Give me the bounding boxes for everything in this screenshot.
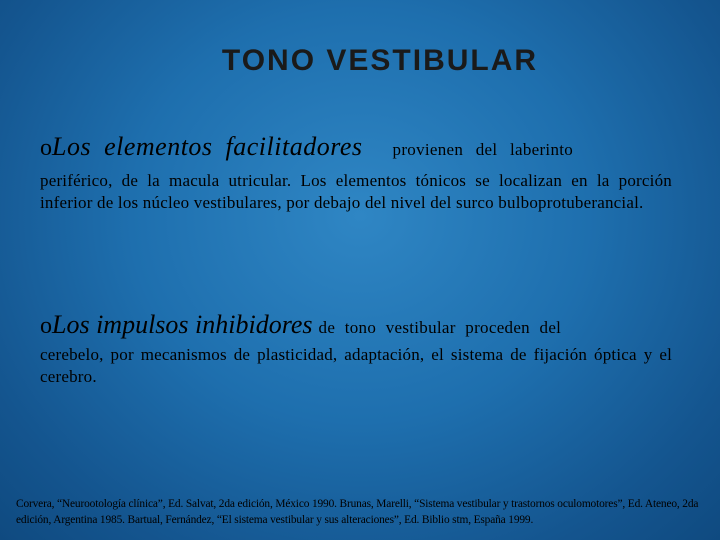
bullet-body: periférico, de la macula utricular. Los elementos tónicos se localizan en la porción inferior de los núcleo vestibulares, por debajo del nivel del surco bulboprotuberancial. xyxy=(40,171,672,212)
bullet-lead-rest: de tono vestibular proceden del xyxy=(318,318,562,337)
bullet-marker: o xyxy=(40,135,52,161)
bullet-lead-rest: provienen del laberinto xyxy=(392,140,574,159)
references: Corvera, “Neurootología clínica”, Ed. Salvat, 2da edición, México 1990. Brunas, Marelli, “Sistema vestibular y trastornos oculomotores”, Ed. Ateneo, 2da edición, Argentina 1985. Bartual, Fernández, “El sistema vestibular y sus alteraciones”, Ed. Biblio stm, España 1999. xyxy=(16,498,699,526)
bullet-lead xyxy=(40,132,672,162)
bullet-lead-italic: Los impulsos inhibidores xyxy=(52,310,313,339)
bullet-lead xyxy=(40,310,672,340)
bullet-lead-italic: Los elementos facilitadores xyxy=(52,132,363,161)
bullet-body: cerebelo, por mecanismos de plasticidad, adaptación, el sistema de fijación óptica y el cerebro. xyxy=(40,345,672,386)
bullet-facilitadores xyxy=(40,132,672,214)
bullet-marker: o xyxy=(40,313,52,339)
slide-title: TONO VESTIBULAR xyxy=(221,44,539,77)
bullet-inhibidores xyxy=(40,310,672,388)
